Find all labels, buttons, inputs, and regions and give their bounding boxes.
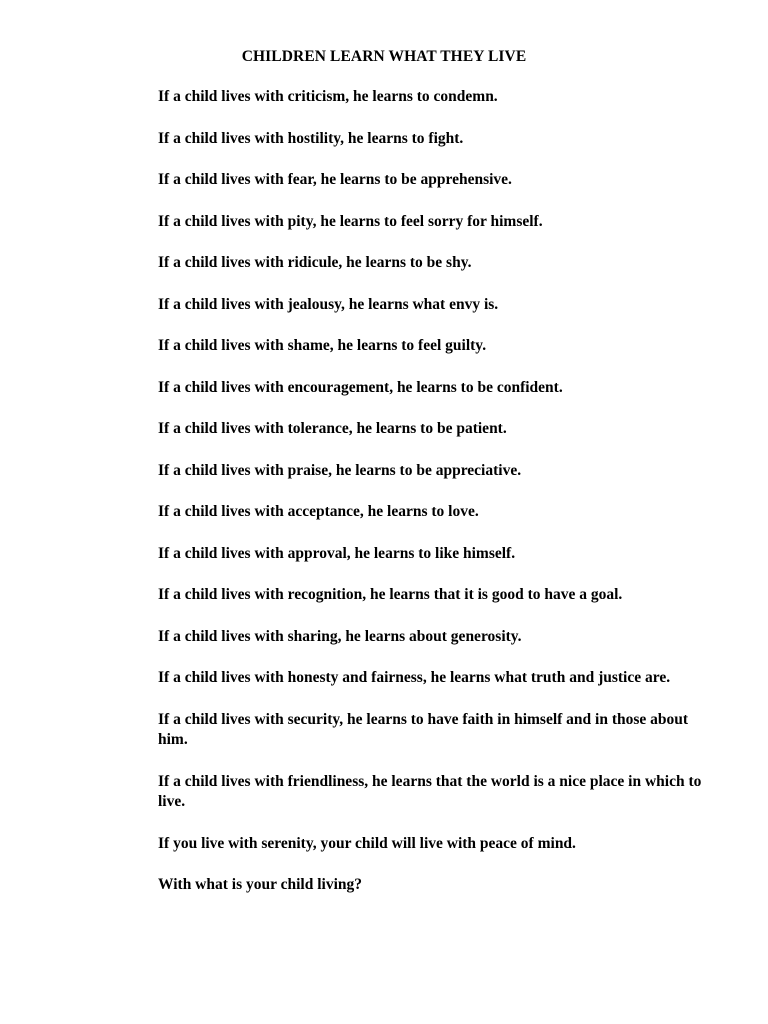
poem-line-friendliness: If a child lives with friendliness, he learns that the world is a nice place in which to live. bbox=[158, 772, 702, 810]
poem-line-tolerance: If a child lives with tolerance, he learns to be patient. bbox=[158, 420, 507, 437]
poem-line-sharing: If a child lives with sharing, he learns about generosity. bbox=[158, 627, 522, 645]
poem-lines bbox=[158, 87, 718, 917]
poem-line-security: If a child lives with security, he learns to have faith in himself and in those about him. bbox=[158, 710, 689, 748]
poem-line-question: With what is your child living? bbox=[158, 876, 362, 893]
poem-line-honesty: If a child lives with honesty and fairness, he learns what truth and justice are. bbox=[158, 669, 671, 686]
poem-line-encouragement: If a child lives with encouragement, he learns to be confident. bbox=[158, 378, 563, 396]
poem-line-praise: If a child lives with praise, he learns to be appreciative. bbox=[158, 461, 522, 479]
poem-line-shame: If a child lives with shame, he learns to feel guilty. bbox=[158, 337, 487, 354]
poem-line-serenity: If you live with serenity, your child will live with peace of mind. bbox=[158, 834, 576, 852]
document-title: CHILDREN LEARN WHAT THEY LIVE bbox=[241, 48, 527, 65]
poem-line-recognition: If a child lives with recognition, he learns that it is good to have a goal. bbox=[158, 586, 623, 603]
poem-line-fear: If a child lives with fear, he learns to be apprehensive. bbox=[158, 171, 512, 188]
poem-line-approval: If a child lives with approval, he learns to like himself. bbox=[158, 544, 516, 562]
poem-line-hostility: If a child lives with hostility, he learns to fight. bbox=[158, 129, 464, 147]
poem-line-criticism: If a child lives with criticism, he learns to condemn. bbox=[158, 88, 498, 105]
poem-line-pity: If a child lives with pity, he learns to feel sorry for himself. bbox=[158, 212, 543, 230]
poem-line-jealousy: If a child lives with jealousy, he learns what envy is. bbox=[158, 295, 499, 313]
poem-line-acceptance: If a child lives with acceptance, he learns to love. bbox=[158, 503, 479, 520]
poem-line-ridicule: If a child lives with ridicule, he learns to be shy. bbox=[158, 254, 472, 271]
